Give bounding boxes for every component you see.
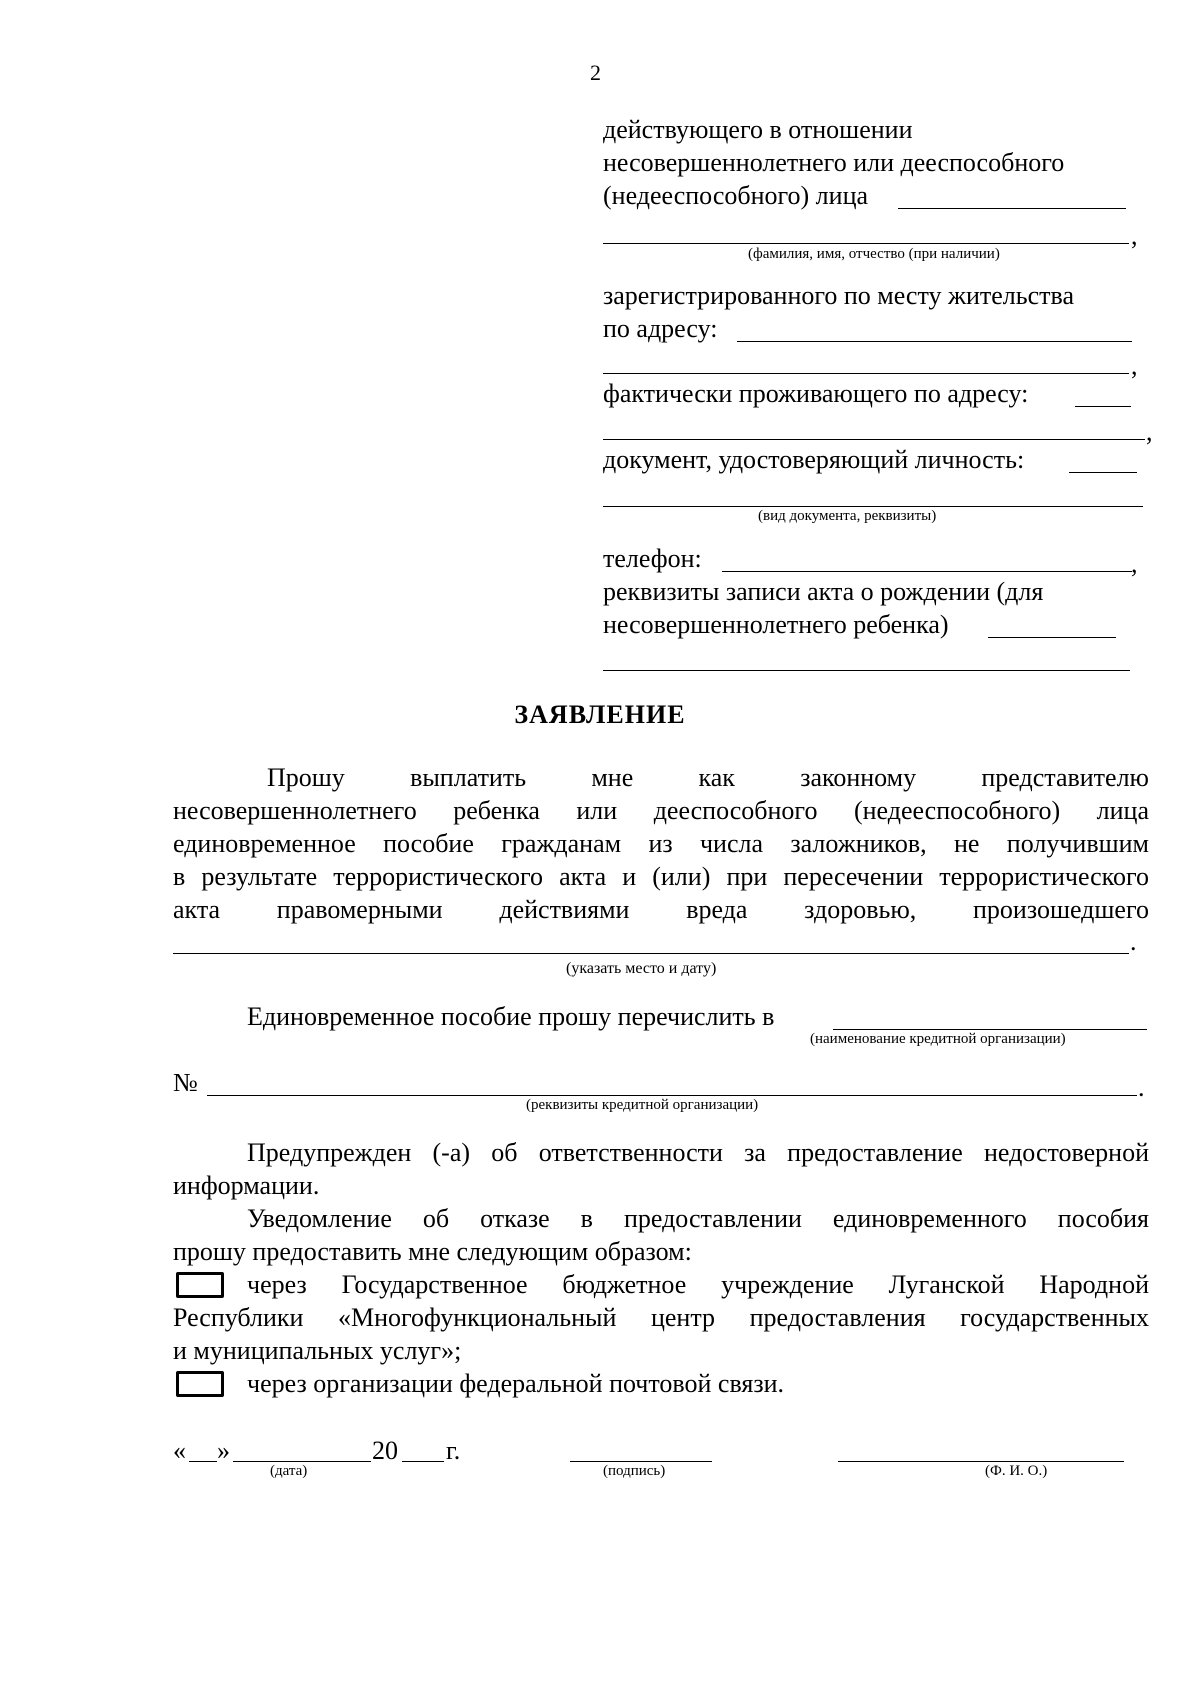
paragraph-1-line-3: единовременное пособие гражданам из числа заложников, не получившим [173,829,1149,858]
registration-line-2: по адресу: [603,314,718,343]
comma: , [1131,351,1138,380]
option-2: через организации федеральной почтовой связи. [247,1369,785,1398]
year-prefix: 20 [372,1436,398,1465]
fio-hint: (фамилия, имя, отчество (при наличии) [748,246,1000,262]
year-field[interactable] [402,1461,444,1462]
birth-record-field[interactable] [988,637,1116,638]
phone-field[interactable] [722,571,1132,572]
word: как [698,763,735,792]
actual-address-field-2[interactable] [603,439,1145,440]
period: . [1138,1073,1145,1102]
warning-line-2: информации. [173,1171,320,1200]
bank-name-hint: (наименование кредитной организации) [810,1031,1066,1047]
signature-hint: (подпись) [603,1463,666,1479]
number-sign: № [173,1068,198,1097]
option-1-line-1: через Государственное бюджетное учреждение Луганской Народной [247,1270,1149,1299]
registration-address-field[interactable] [737,341,1132,342]
word: Прошу [267,763,345,792]
page-number: 2 [590,60,601,85]
signer-fio-hint: (Ф. И. О.) [985,1463,1048,1479]
place-date-field[interactable] [173,953,1129,954]
person-fio-field[interactable] [603,243,1129,244]
post-option-checkbox[interactable] [176,1371,224,1397]
registration-address-field-2[interactable] [603,373,1129,374]
date-hint: (дата) [270,1463,308,1479]
comma: , [1131,549,1138,578]
identity-document-label: документ, удостоверяющий личность: [603,445,1025,474]
comma: , [1146,417,1153,446]
word: представителю [981,763,1149,792]
mfc-option-checkbox[interactable] [176,1272,224,1298]
quote-open: « [173,1436,186,1465]
document-title: ЗАЯВЛЕНИЕ [514,700,686,729]
identity-document-field[interactable] [1069,472,1137,473]
word: произошедшего [973,895,1149,924]
registration-line-1: зарегистрированного по месту жительства [603,281,1074,310]
paragraph-1-line-2: несовершеннолетнего ребенка или дееспособного (недееспособного) лица [173,796,1149,825]
warning-line-1: Предупрежден (-а) об ответственности за предоставление недостоверной [247,1138,1149,1167]
word: действиями [499,895,630,924]
actual-address-label: фактически проживающего по адресу: [603,379,1029,408]
notice-line-1: Уведомление об отказе в предоставлении единовременного пособия [247,1204,1149,1233]
paragraph-1-line-5 [173,894,1149,926]
birth-record-line-2: несовершеннолетнего ребенка) [603,610,949,639]
word: правомерными [276,895,443,924]
word: акта [173,895,221,924]
paragraph-1-line-4: в результате террористического акта и (или) при пересечении террористического [173,862,1149,891]
word: здоровью, [804,895,917,924]
option-1-line-3: и муниципальных услуг»; [173,1336,462,1365]
actual-address-field[interactable] [1075,406,1131,407]
period: . [1130,927,1137,956]
day-field[interactable] [189,1461,217,1462]
quote-close: » [217,1436,230,1465]
option-1-line-2: Республики «Многофункциональный центр предоставления государственных [173,1303,1149,1332]
transfer-text: Единовременное пособие прошу перечислить в [247,1002,775,1031]
header-line-1: действующего в отношении [603,115,913,144]
place-date-hint: (указать место и дату) [566,960,717,977]
representative-name-field[interactable] [898,208,1126,209]
comma: , [1131,221,1138,250]
header-line-3: (недееспособного) лица [603,181,869,210]
notice-line-2: прошу предоставить мне следующим образом: [173,1237,692,1266]
year-suffix: г. [446,1436,461,1465]
birth-record-line-1: реквизиты записи акта о рождении (для [603,577,1044,606]
word: мне [591,763,634,792]
paragraph-1-line-1 [267,762,1149,794]
word: вреда [686,895,748,924]
word: выплатить [410,763,527,792]
word: законному [800,763,917,792]
header-line-2: несовершеннолетнего или дееспособного [603,148,1065,177]
phone-label: телефон: [603,544,702,573]
document-hint: (вид документа, реквизиты) [758,508,937,524]
birth-record-field-2[interactable] [603,670,1130,671]
signer-fio-field[interactable] [838,1461,1124,1462]
bank-requisites-hint: (реквизиты кредитной организации) [526,1097,759,1113]
